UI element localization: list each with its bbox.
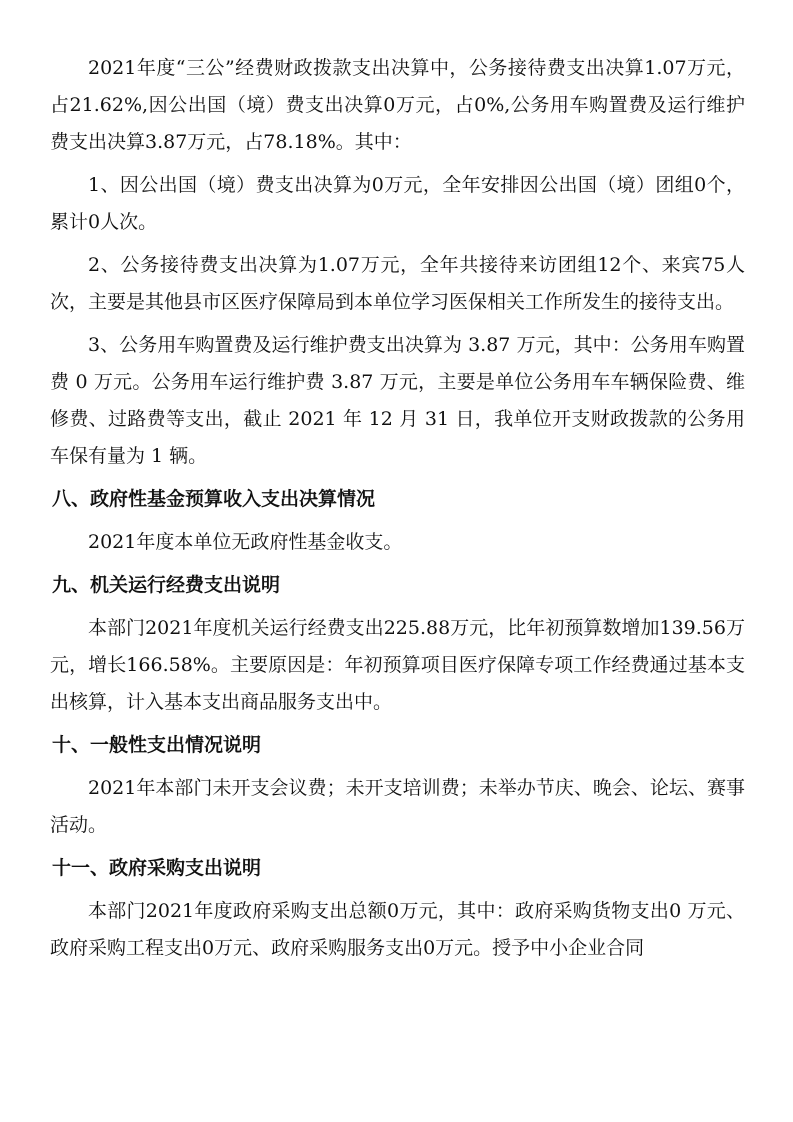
section-heading-8: 八、政府性基金预算收入支出决算情况 [52, 488, 376, 510]
section-heading-11: 十一、政府采购支出说明 [52, 857, 262, 879]
item3-paragraph: 3、公务用车购置费及运行维护费支出决算为 3.87 万元，其中：公务用车购置费 0 万元。公务用车运行维护费 3.87 万元，主要是单位公务用车车辆保险费、维修费、过路费等支出，截止 2021 年 12 月 31 日，我单位开支财政拨款的公务用车保有量为 1 辆。 [50, 334, 745, 467]
section-9-paragraph: 本部门2021年度机关运行经费支出225.88万元，比年初预算数增加139.56万元，增长166.58%。主要原因是：年初预算项目医疗保障专项工作经费通过基本支出核算，计入基本支出商品服务支出中。 [50, 617, 745, 713]
item2-paragraph: 2、公务接待费支出决算为1.07万元，全年共接待来访团组12个、来宾75人次，主要是其他县市区医疗保障局到本单位学习医保相关工作所发生的接待支出。 [50, 254, 745, 313]
section-8-paragraph: 2021年度本单位无政府性基金收支。 [88, 531, 403, 553]
section-11-paragraph: 本部门2021年度政府采购支出总额0万元，其中：政府采购货物支出0 万元、政府采购工程支出0万元、政府采购服务支出0万元。授予中小企业合同 [50, 900, 745, 959]
item1-paragraph: 1、因公出国（境）费支出决算为0万元，全年安排因公出国（境）团组0个，累计0人次。 [50, 174, 745, 233]
intro-paragraph: 2021年度“三公”经费财政拨款支出决算中，公务接待费支出决算1.07万元，占21.62%,因公出国（境）费支出决算0万元，占0%,公务用车购置费及运行维护费支出决算3.87万元，占78.18%。其中： [50, 57, 745, 153]
section-heading-10: 十、一般性支出情况说明 [52, 734, 262, 756]
section-heading-9: 九、机关运行经费支出说明 [52, 574, 281, 596]
section-10-paragraph: 2021年本部门未开支会议费；未开支培训费；未举办节庆、晚会、论坛、赛事活动。 [50, 777, 745, 836]
